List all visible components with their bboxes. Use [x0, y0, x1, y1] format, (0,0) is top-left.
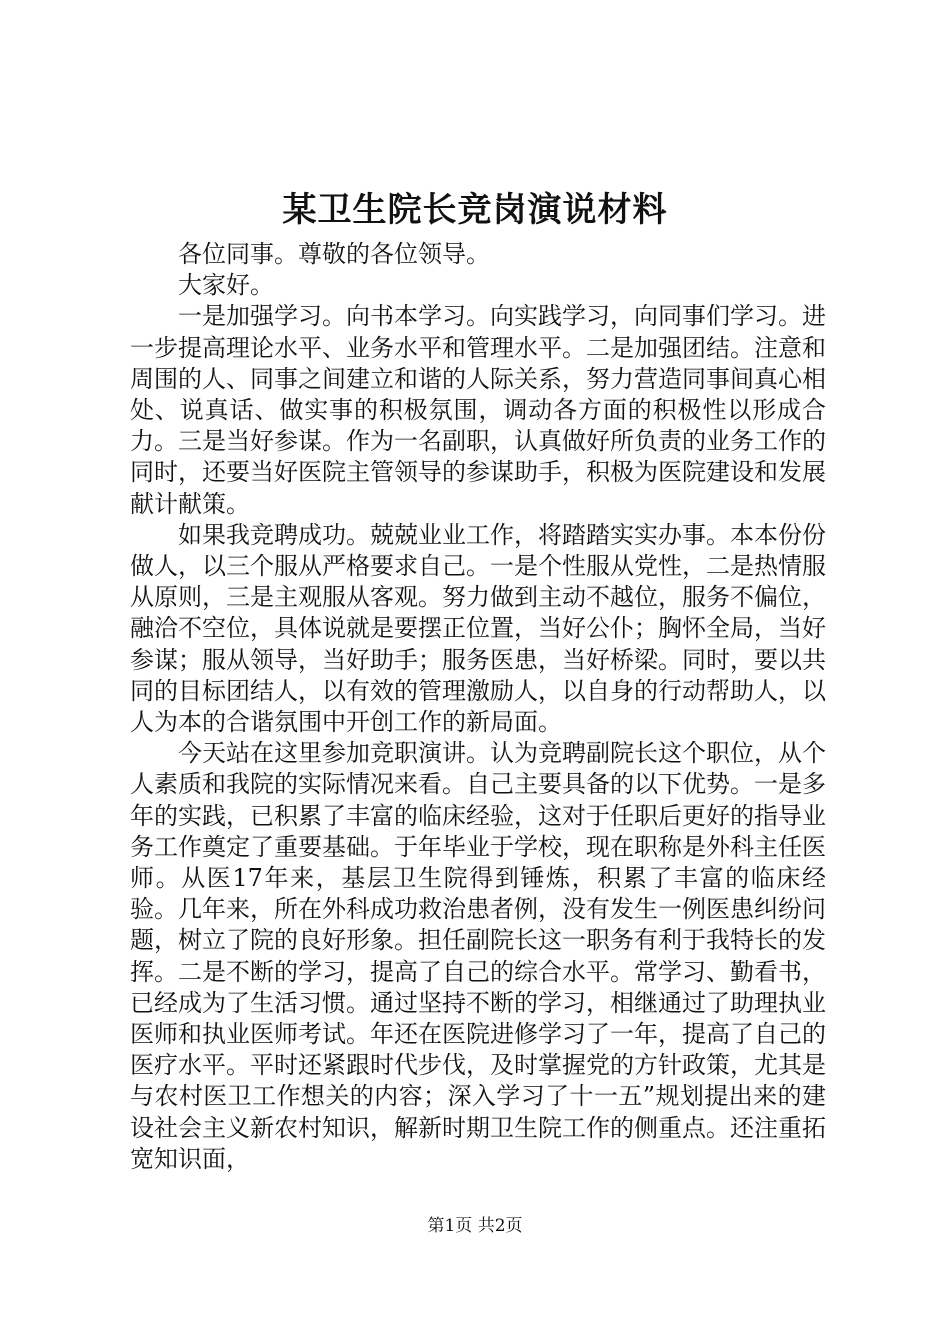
document-title: 某卫生院长竞岗演说材料	[282, 190, 668, 230]
salutation-paragraph: 各位同事。尊敬的各位领导。	[178, 240, 490, 268]
body-paragraph: 一是加强学习。向书本学习。向实践学习，向同事们学习。进一步提高理论水平、业务水平和管理水平。二是加强团结。注意和周围的人、同事之间建立和谐的人际关系，努力营造同事间真心相处、说真话、做实事的积极氛围，调动各方面的积极性以形成合力。三是当好参谋。作为一名副职，认真做好所负责的业务工作的同时，还要当好医院主管领导的参谋助手，积极为医院建设和发展献计献策。	[130, 302, 826, 518]
page-number-footer: 第1页 共2页	[427, 1216, 523, 1236]
body-paragraph: 如果我竞聘成功。兢兢业业工作，将踏踏实实办事。本本份份做人，以三个服从严格要求自己。一是个性服从党性，二是热情服从原则，三是主观服从客观。努力做到主动不越位，服务不偏位，融洽不空位，具体说就是要摆正位置，当好公仆；胸怀全局，当好参谋；服从领导，当好助手；服务医患，当好桥梁。同时，要以共同的目标团结人，以有效的管理激励人，以自身的行动帮助人，以人为本的合谐氛围中开创工作的新局面。	[130, 520, 826, 737]
body-paragraph: 今天站在这里参加竞职演讲。认为竞聘副院长这个职位，从个人素质和我院的实际情况来看。自己主要具备的以下优势。一是多年的实践，已积累了丰富的临床经验，这对于任职后更好的指导业务工作奠定了重要基础。于年毕业于学校，现在职称是外科主任医师。从医17年来，基层卫生院得到锤炼，积累了丰富的临床经验。几年来，所在外科成功救治患者例，没有发生一例医患纠纷问题，树立了院的良好形象。担任副院长这一职务有利于我特长的发挥。二是不断的学习，提高了自己的综合水平。常学习、勤看书，已经成为了生活习惯。通过坚持不断的学习，相继通过了助理执业医师和执业医师考试。年还在医院进修学习了一年，提高了自己的医疗水平。平时还紧跟时代步伐，及时掌握党的方针政策，尤其是与农村医卫工作想关的内容；深入学习了十一五”规划提出来的建设社会主义新农村知识，解新时期卫生院工作的侧重点。还注重拓宽知识面，	[130, 739, 826, 1173]
document-body	[130, 239, 826, 1175]
greeting-paragraph: 大家好。	[178, 271, 274, 300]
